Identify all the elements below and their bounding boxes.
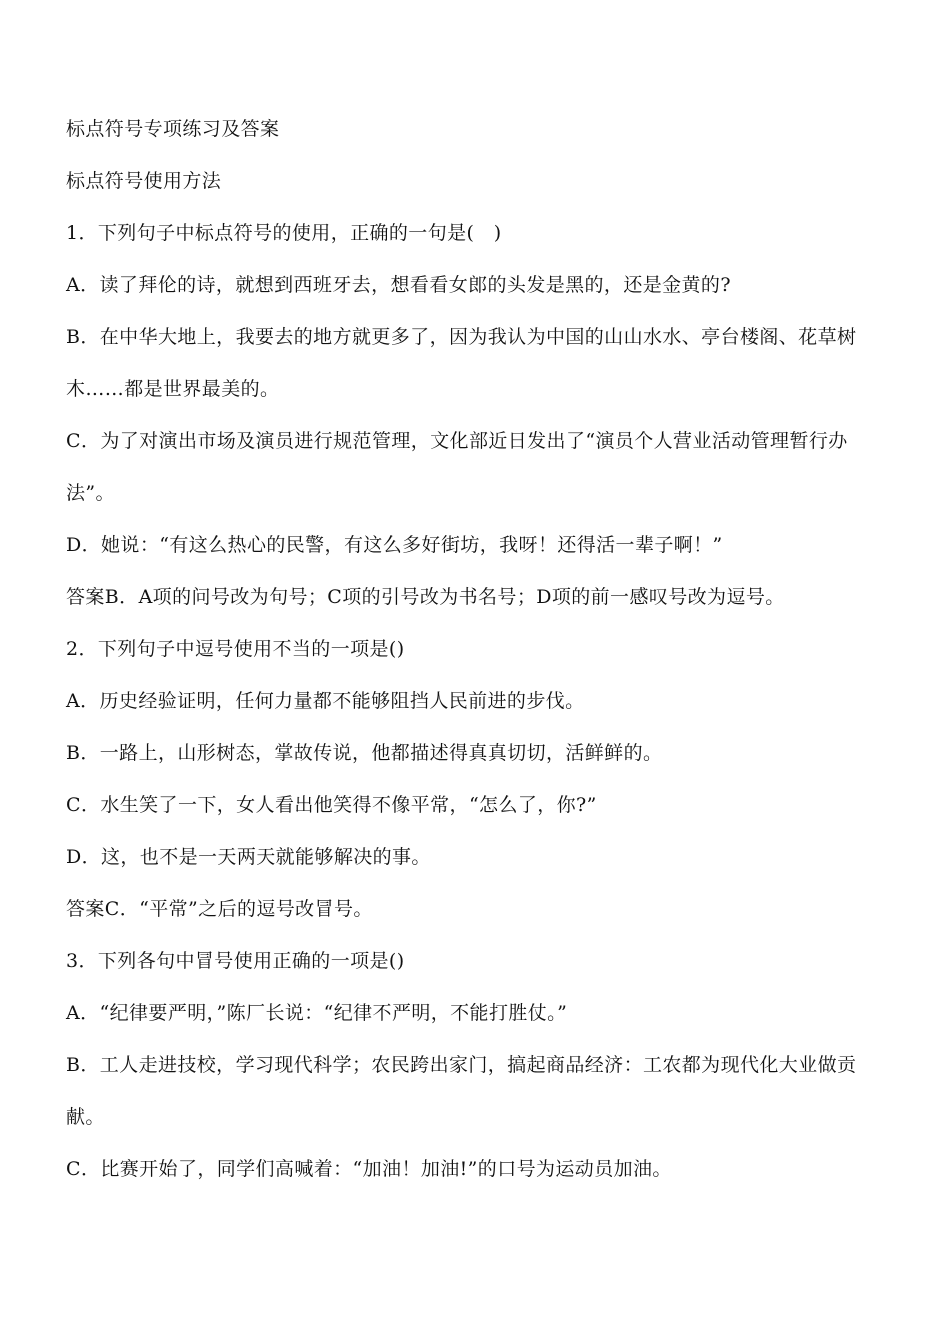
question-3-option-c: C．比赛开始了，同学们高喊着：“加油！加油!”的口号为运动员加油。 xyxy=(66,1158,672,1180)
question-1-option-c-continued: 法”。 xyxy=(66,482,115,504)
question-3-option-b-continued: 献。 xyxy=(66,1106,105,1128)
question-1-stem: 1．下列句子中标点符号的使用，正确的一句是( ) xyxy=(66,222,502,244)
question-3-option-a: A．“纪律要严明，”陈厂长说：“纪律不严明，不能打胜仗。” xyxy=(66,1002,568,1024)
question-2-answer: 答案C．“平常”之后的逗号改冒号。 xyxy=(66,898,373,920)
question-2-option-d: D．这，也不是一天两天就能够解决的事。 xyxy=(66,846,431,868)
question-2-stem: 2．下列句子中逗号使用不当的一项是() xyxy=(66,638,405,660)
question-2-option-a: A．历史经验证明，任何力量都不能够阻挡人民前进的步伐。 xyxy=(66,690,585,712)
question-3-option-b: B．工人走进技校，学习现代科学；农民跨出家门，搞起商品经济：工农都为现代化大业做贡 xyxy=(66,1054,857,1076)
question-1-option-b: B．在中华大地上，我要去的地方就更多了，因为我认为中国的山山水水、亭台楼阁、花草树 xyxy=(66,326,857,348)
question-1-answer: 答案B．A项的问号改为句号；C项的引号改为书名号；D项的前一感叹号改为逗号。 xyxy=(66,586,785,608)
question-3-stem: 3．下列各句中冒号使用正确的一项是() xyxy=(66,950,405,972)
question-2-option-b: B．一路上，山形树态，掌故传说，他都描述得真真切切，活鲜鲜的。 xyxy=(66,742,663,764)
document-title: 标点符号专项练习及答案 xyxy=(66,118,280,140)
question-1-option-c: C．为了对演出市场及演员进行规范管理，文化部近日发出了“演员个人营业活动管理暂行办 xyxy=(66,430,848,452)
question-2-option-c: C．水生笑了一下，女人看出他笑得不像平常，“怎么了，你?” xyxy=(66,794,597,816)
document-subtitle: 标点符号使用方法 xyxy=(66,170,222,192)
question-1-option-b-continued: 木……都是世界最美的。 xyxy=(66,378,280,400)
question-1-option-d: D．她说：“有这么热心的民警，有这么多好街坊，我呀！还得活一辈子啊！” xyxy=(66,534,723,556)
question-1-option-a: A．读了拜伦的诗，就想到西班牙去，想看看女郎的头发是黑的，还是金黄的? xyxy=(66,274,731,296)
